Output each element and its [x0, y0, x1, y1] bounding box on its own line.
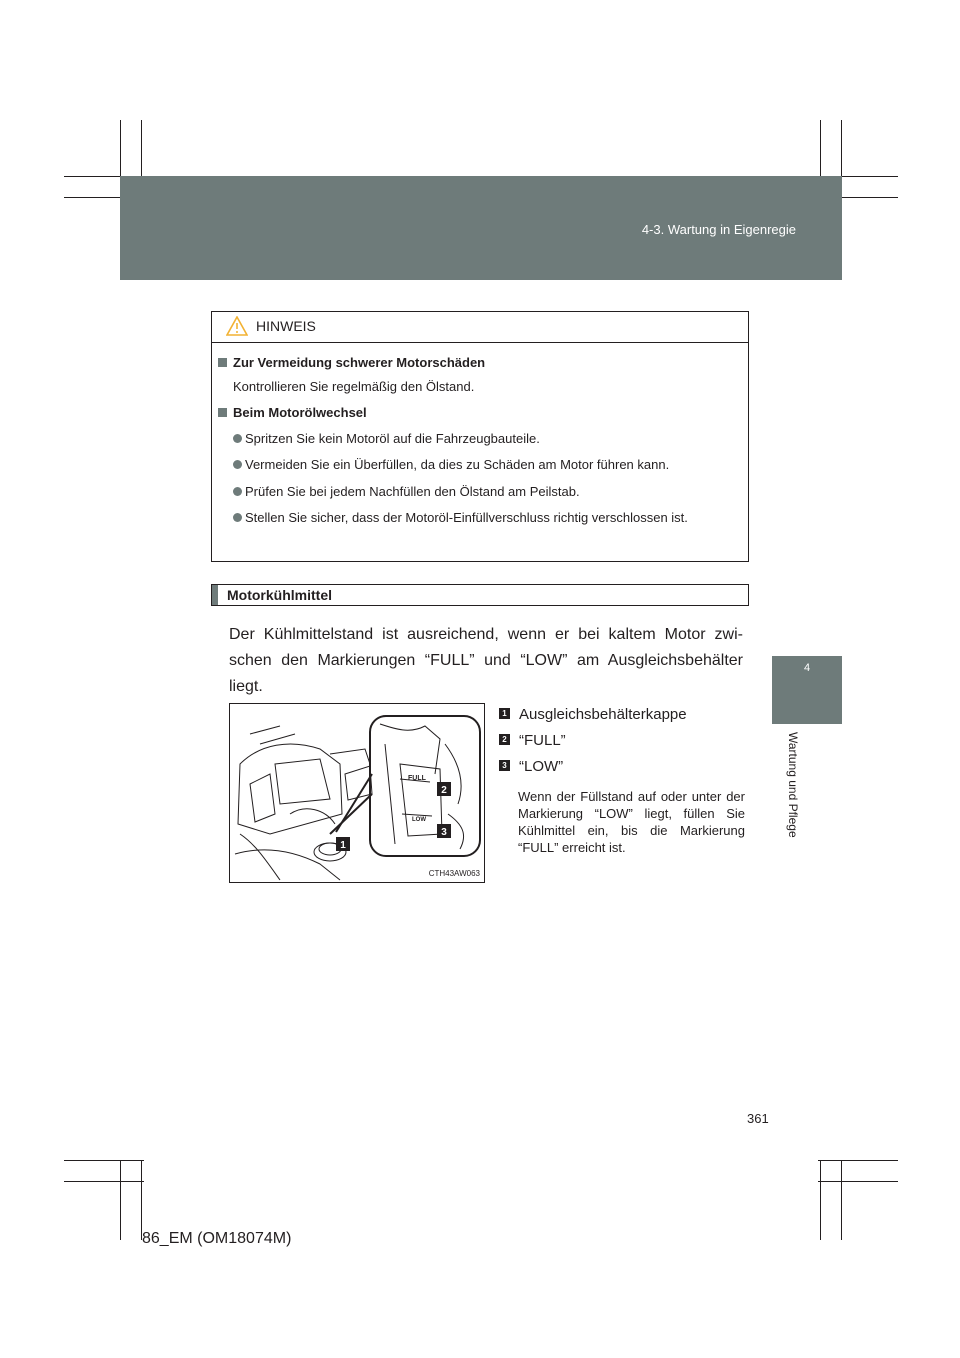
section-heading	[211, 584, 749, 606]
figure-marker: 2	[441, 785, 447, 796]
callout-number: 2	[499, 734, 510, 745]
figure-marker: 1	[340, 840, 346, 851]
warning-triangle-icon	[226, 316, 248, 336]
callout-label: “LOW”	[519, 758, 564, 775]
fill-note: Wenn der Füllstand auf oder unter der Markierung “LOW” liegt, füllen Sie Kühlmittel ein, bis die Markierung “FULL” erreicht ist.	[518, 789, 745, 855]
tank-full-mark: FULL	[408, 775, 426, 782]
notice-header	[212, 312, 748, 343]
notice-box: HINWEIS Zur Vermeidung schwerer Motorschäden Kontrollieren Sie regelmäßig den Ölstand. Beim Motorölwechsel Spritzen Sie kein Motoröl auf die Fahrzeugbauteile. Vermeiden Sie ein Überfüllen, da dies zu Schäden am Motor führen kann. Prüfen Sie bei jedem Nachfüllen den Ölstand am Peilstab. Stellen Sie sicher, dass der Motoröl-Einfüllverschluss richtig verschlossen ist.	[211, 311, 749, 562]
chapter-label: Wartung und Pflege	[786, 732, 800, 838]
callout-label: “FULL”	[519, 732, 566, 749]
page-number: 361	[747, 1111, 769, 1126]
section-breadcrumb: 4-3. Wartung in Eigenregie	[641, 222, 796, 237]
figure-marker: 3	[441, 827, 447, 838]
figure-code: CTH43AW063	[428, 869, 480, 878]
callout-number: 3	[499, 760, 510, 771]
chapter-side-label	[772, 732, 816, 872]
notice-text: Kontrollieren Sie regelmäßig den Ölstand.	[233, 379, 475, 394]
page-header	[120, 176, 842, 280]
body-paragraph: Der Kühlmittelstand ist ausreichend, wenn er bei kaltem Motor zwi-schen den Markierungen “FULL” und “LOW” am Ausgleichsbehälter liegt.	[229, 626, 743, 695]
section-title: Motorkühlmittel	[227, 587, 332, 603]
tank-low-mark: LOW	[412, 817, 426, 823]
footer-code: 86_EM (OM18074M)	[142, 1230, 292, 1247]
engine-bay-illustration	[230, 704, 485, 883]
callout-number: 1	[499, 708, 510, 719]
coolant-reservoir-figure	[229, 703, 485, 883]
chapter-tab	[772, 656, 842, 724]
notice-heading: Beim Motorölwechsel	[218, 405, 367, 420]
chapter-number: 4	[804, 662, 811, 674]
callout-label: Ausgleichsbehälterkappe	[519, 706, 687, 723]
notice-title: HINWEIS	[256, 318, 316, 334]
notice-heading: Zur Vermeidung schwerer Motorschäden	[218, 355, 485, 370]
